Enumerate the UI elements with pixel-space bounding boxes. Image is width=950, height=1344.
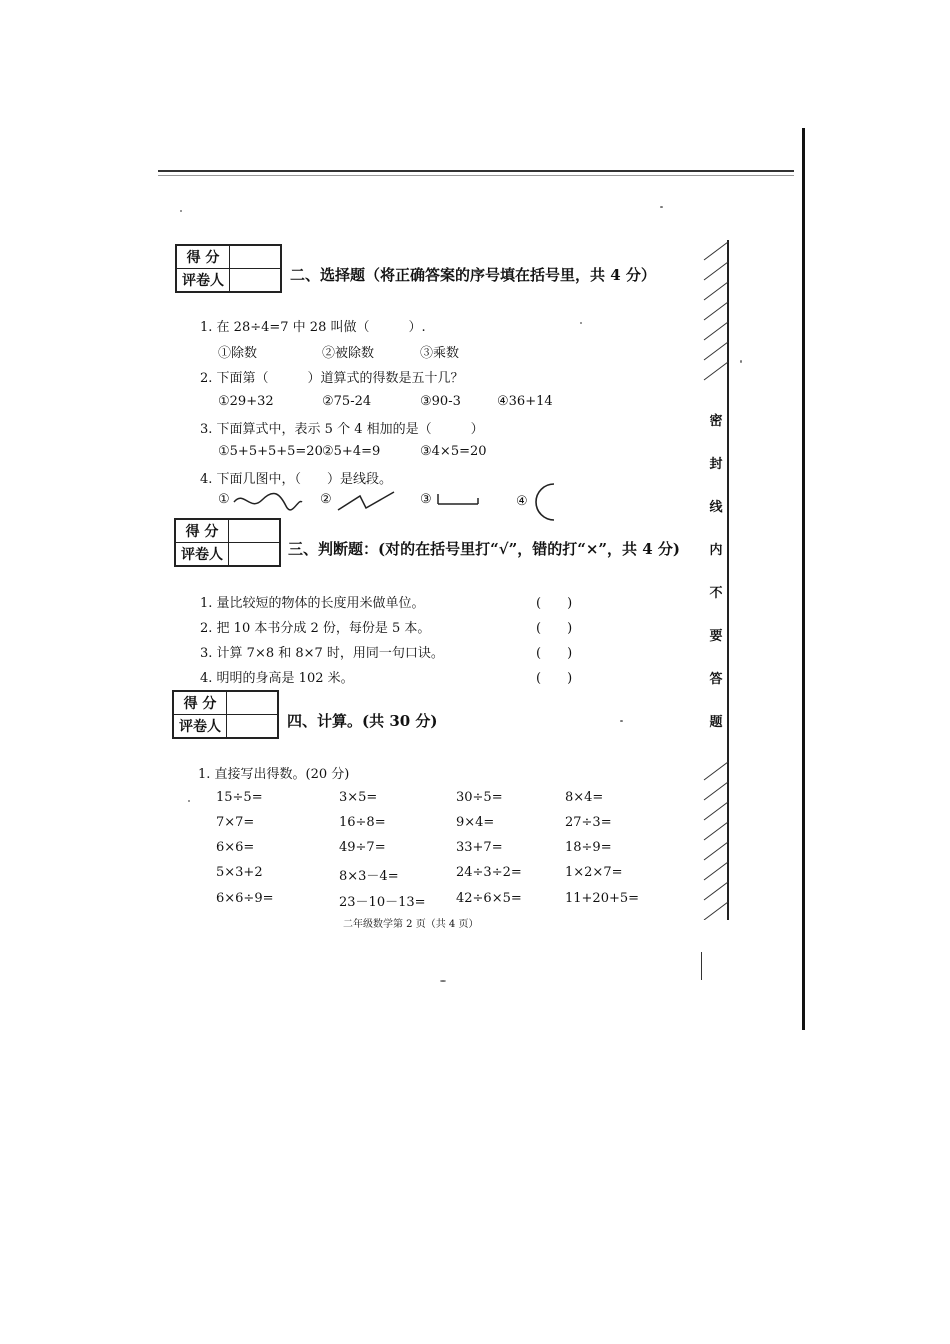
score-box-section3 — [174, 518, 281, 567]
judge-item: 4. 明明的身高是 102 米。 — [200, 671, 354, 686]
zigzag-line-figure — [336, 488, 396, 514]
option: ②75-24 — [322, 394, 372, 409]
judge-item: 2. 把 10 本书分成 2 份，每份是 5 本。 — [200, 621, 431, 636]
grader-cell[interactable] — [227, 715, 279, 739]
header-rule-thin — [158, 175, 794, 176]
section4-subtitle: 1. 直接写出得数。(20 分) — [198, 767, 350, 782]
option: ①除数 — [218, 346, 258, 361]
seal-char: 题 — [709, 715, 723, 730]
scan-speck — [180, 210, 182, 212]
calc-item: 15÷5= — [216, 790, 263, 805]
option: ②被除数 — [322, 346, 375, 361]
question-2-2: 2. 下面第（ ）道算式的得数是五十几？ — [200, 371, 464, 386]
option: ①29+32 — [218, 394, 274, 409]
option: ③4×5=20 — [420, 444, 487, 459]
scan-speck — [620, 720, 623, 722]
score-cell[interactable] — [230, 245, 282, 269]
score-box-section2 — [175, 244, 282, 293]
calc-item: 42÷6×5= — [456, 891, 522, 906]
arc-figure — [532, 482, 558, 522]
section2-title: 二、选择题（将正确答案的序号填在括号里，共 4 分） — [290, 266, 656, 284]
calc-item: 6×6÷9= — [216, 891, 274, 906]
seal-char: 答 — [709, 672, 723, 687]
seal-char: 密 — [709, 414, 723, 429]
line-segment-figure — [436, 490, 480, 510]
scan-speck — [740, 360, 742, 363]
grader-cell[interactable] — [229, 543, 281, 567]
grader-label: 评卷人 — [175, 543, 229, 567]
option: ④ — [516, 494, 528, 509]
page-edge-bar — [802, 128, 805, 1030]
section4-title: 四、计算。(共 30 分) — [287, 712, 438, 730]
calc-item: 1×2×7= — [565, 865, 623, 880]
calc-item: 23－10－13= — [339, 895, 426, 910]
option: ① — [218, 492, 230, 507]
score-label: 得 分 — [176, 245, 230, 269]
scan-speck — [660, 206, 663, 208]
option: ② — [320, 492, 332, 507]
option: ③乘数 — [420, 346, 460, 361]
option: ①5+5+5+5=20 — [218, 444, 323, 459]
answer-paren[interactable]: ( ) — [536, 671, 573, 686]
section3-title: 三、判断题：(对的在括号里打“√”，错的打“×”，共 4 分) — [288, 540, 681, 558]
answer-paren[interactable]: ( ) — [536, 621, 573, 636]
curved-line-figure — [232, 488, 304, 514]
score-label: 得 分 — [175, 519, 229, 543]
calc-item: 8×4= — [565, 790, 604, 805]
scan-speck — [580, 322, 582, 324]
grader-label: 评卷人 — [173, 715, 227, 739]
question-2-3: 3. 下面算式中，表示 5 个 4 相加的是（ ） — [200, 422, 484, 437]
question-2-1: 1. 在 28÷4=7 中 28 叫做（ ）. — [200, 320, 426, 335]
calc-item: 7×7= — [216, 815, 255, 830]
score-cell[interactable] — [227, 691, 279, 715]
score-box-section4 — [172, 690, 279, 739]
question-2-4: 4. 下面几图中，（ ）是线段。 — [200, 472, 393, 487]
calc-item: 18÷9= — [565, 840, 612, 855]
answer-paren[interactable]: ( ) — [536, 596, 573, 611]
score-label: 得 分 — [173, 691, 227, 715]
seal-char: 线 — [709, 500, 723, 515]
grader-label: 评卷人 — [176, 269, 230, 293]
calc-item: 11+20+5= — [565, 891, 640, 906]
calc-item: 3×5= — [339, 790, 378, 805]
scan-speck — [188, 800, 190, 802]
calc-item: 6×6= — [216, 840, 255, 855]
calc-item: 49÷7= — [339, 840, 386, 855]
option: ③90-3 — [420, 394, 461, 409]
calc-item: 8×3－4= — [339, 869, 399, 884]
calc-item: 27÷3= — [565, 815, 612, 830]
judge-item: 1. 量比较短的物体的长度用米做单位。 — [200, 596, 425, 611]
calc-item: 9×4= — [456, 815, 495, 830]
calc-item: 5×3+2 — [216, 865, 263, 880]
answer-paren[interactable]: ( ) — [536, 646, 573, 661]
margin-tick — [701, 952, 702, 980]
seal-margin-hatching — [700, 240, 730, 920]
calc-item: 24÷3÷2= — [456, 865, 522, 880]
judge-item: 3. 计算 7×8 和 8×7 时，用同一句口诀。 — [200, 646, 444, 661]
header-rule — [158, 170, 794, 172]
seal-char: 内 — [709, 543, 723, 558]
score-cell[interactable] — [229, 519, 281, 543]
page-footer: 二年级数学第 2 页（共 4 页） — [343, 919, 479, 930]
option: ④36+14 — [497, 394, 553, 409]
seal-char: 要 — [709, 629, 723, 644]
option: ②5+4=9 — [322, 444, 381, 459]
option: ③ — [420, 492, 432, 507]
seal-char: 不 — [709, 586, 723, 601]
calc-item: 16÷8= — [339, 815, 386, 830]
calc-item: 30÷5= — [456, 790, 503, 805]
grader-cell[interactable] — [230, 269, 282, 293]
seal-char: 封 — [709, 457, 723, 472]
scan-speck — [440, 980, 446, 982]
calc-item: 33+7= — [456, 840, 503, 855]
